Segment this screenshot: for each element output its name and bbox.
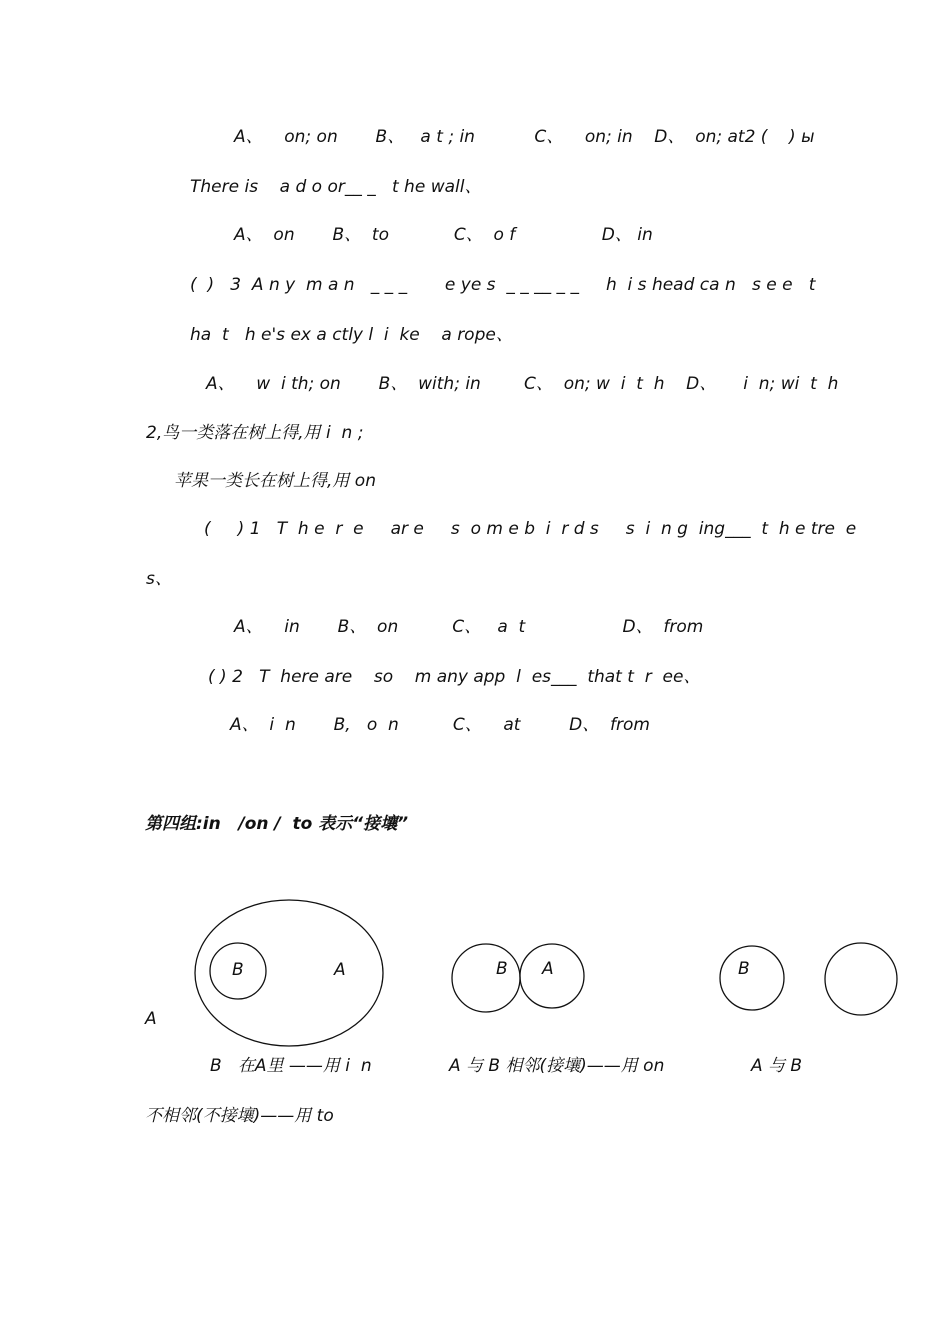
- question-line: ( ) 2 T here are so m any app l es___ that t r ee、: [208, 667, 701, 687]
- touch-circle-left-label: B: [496, 959, 508, 979]
- question-line: ha t h e's ex a ctly l i ke a rope、: [190, 325, 513, 345]
- rule-line: 2,鸟一类落在树上得,用 i n ;: [146, 423, 364, 443]
- section-heading: 第四组:in /on / to 表示“接壤”: [145, 814, 409, 834]
- option-line: A、 on B、 to C、 o f D、 in: [234, 225, 653, 245]
- separate-circle-a: [825, 943, 897, 1015]
- question-line: s、: [146, 569, 172, 589]
- big-circle-a-label: A: [334, 960, 346, 980]
- rule-line: 苹果一类长在树上得,用 on: [174, 471, 376, 491]
- separate-circle-b: [720, 946, 784, 1010]
- question-line: There is a d o or__ _ t he wall、: [190, 177, 482, 197]
- question-line: ( ) 1 T h e r e ar e s o m e b i r d s s i n g ing___ t h e tre e: [204, 519, 857, 539]
- caption-in: B 在A里 ——用 i n: [210, 1056, 372, 1076]
- option-line: A、 in B、 on C、 a t D、 from: [234, 617, 704, 637]
- outside-label-a: A: [145, 1009, 157, 1029]
- preposition-diagram: [0, 880, 950, 1060]
- option-line: A、 on; on B、 a t ; in C、 on; in D、 on; at2 ( ) ы: [234, 127, 815, 147]
- touch-circle-left: [452, 944, 520, 1012]
- caption-to-start: A 与 B: [751, 1056, 803, 1076]
- separate-circle-b-label: B: [738, 959, 750, 979]
- option-line: A、 w i th; on B、 with; in C、 on; w i t h D、 i n; wi t h: [206, 374, 839, 394]
- caption-on: A 与 B 相邻(接壤)——用 on: [449, 1056, 665, 1076]
- option-line: A、 i n B, o n C、 at D、 from: [230, 715, 650, 735]
- inner-circle-b-label: B: [232, 960, 244, 980]
- caption-to-end: 不相邻(不接壤)——用 to: [145, 1106, 334, 1126]
- big-circle-a: [195, 900, 383, 1046]
- touch-circle-right-label: A: [542, 959, 554, 979]
- question-line: ( ) 3 A n y m a n _ _ _ e ye s _ _ __ _ _ h i s head ca n s e e t: [190, 275, 816, 295]
